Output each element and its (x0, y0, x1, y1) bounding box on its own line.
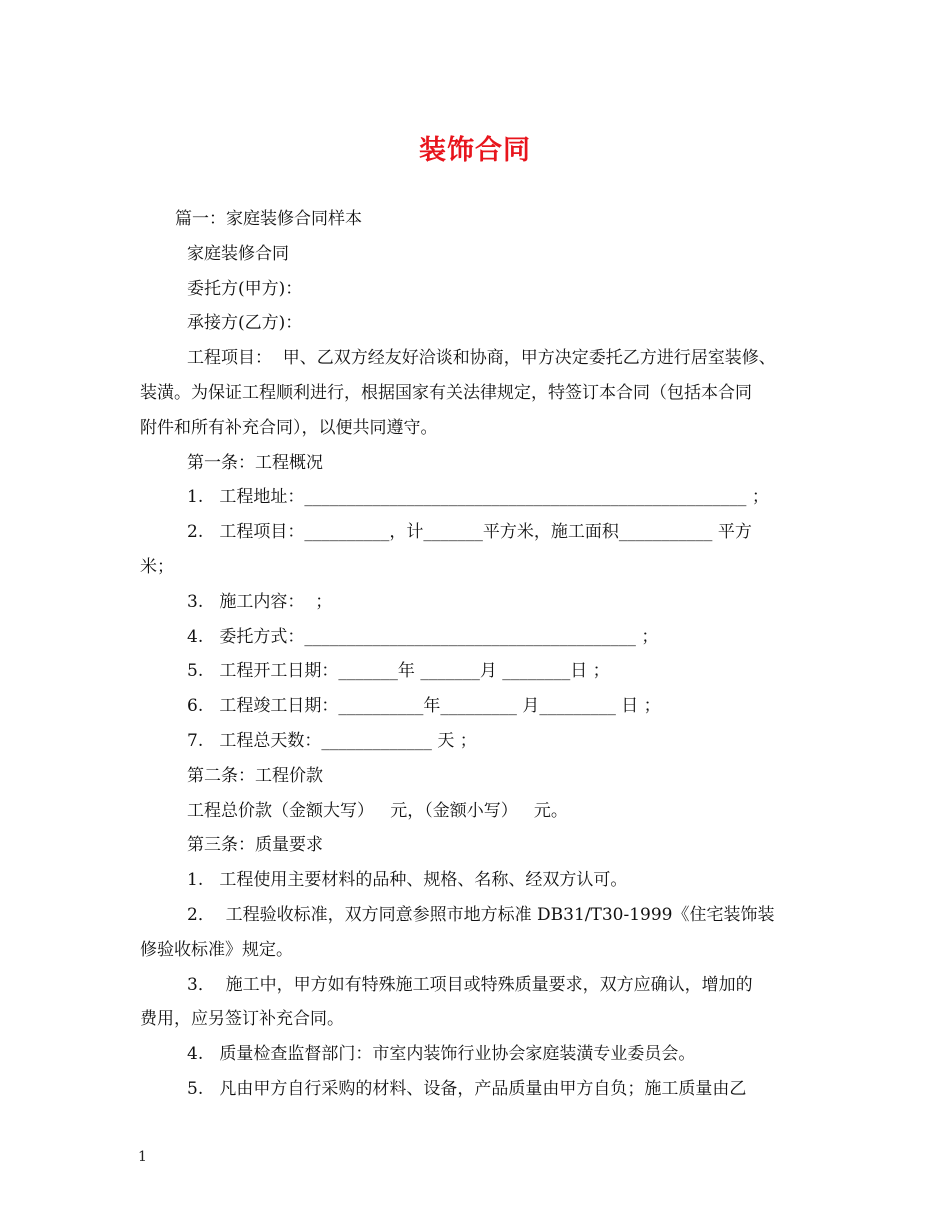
paragraph-line: 4. 质量检查监督部门：市室内装饰行业协会家庭装潢专业委员会。 (187, 1044, 696, 1065)
paragraph-line: 3. 施工内容： ； (187, 591, 333, 612)
paragraph-line: 5. 凡由甲方自行采购的材料、设备，产品质量由甲方自负；施工质量由乙 (187, 1078, 747, 1099)
paragraph-line: 篇一：家庭装修合同样本 (175, 209, 362, 229)
paragraph-line: 米； (140, 556, 174, 577)
paragraph-line: 2. 工程项目：__________，计_______平方米，施工面积___________ 平方 (187, 522, 752, 543)
document-body (140, 202, 830, 1107)
page-title: 装饰合同 (419, 135, 531, 166)
paragraph-line: 3． 施工中，甲方如有特殊施工项目或特殊质量要求，双方应确认，增加的 (187, 974, 753, 995)
paragraph-line: 第一条：工程概况 (187, 452, 323, 473)
paragraph-line: 工程总价款（金额大写） 元，（金额小写） 元。 (187, 800, 568, 821)
paragraph-line: 1. 工程使用主要材料的品种、规格、名称、经双方认可。 (187, 870, 628, 891)
paragraph-line: 第二条：工程价款 (187, 765, 323, 786)
paragraph-line: 家庭装修合同 (187, 243, 289, 264)
paragraph-line: 费用，应另签订补充合同。 (140, 1009, 344, 1030)
paragraph-line: 6. 工程竣工日期：__________年_________ 月_________ 日 ； (187, 696, 661, 717)
paragraph-line: 1. 工程地址：____________________________________________________ ； (187, 487, 769, 508)
paragraph-line: 第三条：质量要求 (187, 835, 323, 856)
paragraph-line: 委托方(甲方)： (187, 278, 303, 299)
paragraph-line: 承接方(乙方)： (187, 313, 303, 334)
paragraph-line: 装潢。为保证工程顺利进行，根据国家有关法律规定，特签订本合同（包括本合同 (140, 382, 752, 403)
paragraph-line: 修验收标准》规定。 (140, 939, 293, 960)
paragraph-line: 5. 工程开工日期：_______年 _______月 ________日 ； (187, 661, 610, 682)
page-number: 1 (138, 1149, 147, 1165)
paragraph-line: 4. 委托方式：_______________________________________ ； (187, 626, 659, 647)
paragraph-line: 工程项目： 甲、乙双方经友好洽谈和协商，甲方决定委托乙方进行居室装修、 (187, 348, 776, 369)
paragraph-line: 7. 工程总天数：_____________ 天 ； (187, 730, 477, 751)
paragraph-line: 2． 工程验收标准，双方同意参照市地方标准 DB31/T30-1999《住宅装饰装 (187, 904, 775, 925)
paragraph-line: 附件和所有补充合同），以便共同遵守。 (140, 417, 438, 438)
